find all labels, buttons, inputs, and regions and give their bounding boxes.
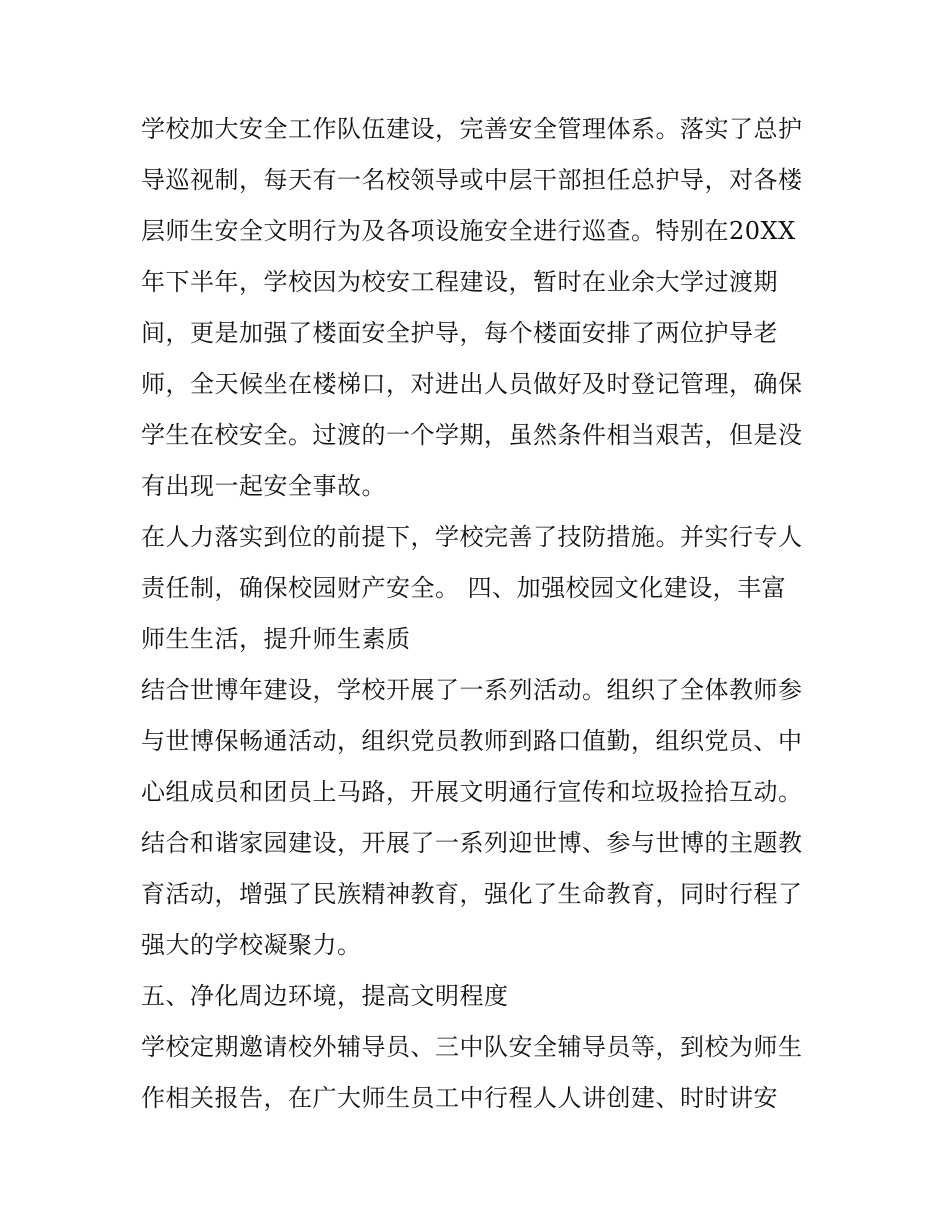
text-line: 结合世博年建设，学校开展了一系列活动。组织了全体教师参 <box>141 676 803 704</box>
text-line: 与世博保畅通活动，组织党员教师到路口值勤，组织党员、中 <box>141 727 803 755</box>
text-line: 学生在校安全。过渡的一个学期，虽然条件相当艰苦，但是没 <box>141 421 803 449</box>
text-line: 结合和谐家园建设，开展了一系列迎世博、参与世博的主题教 <box>141 829 803 857</box>
text-line: 导巡视制，每天有一名校领导或中层干部担任总护导，对各楼 <box>141 166 803 194</box>
text-line: 责任制，确保校园财产安全。 四、加强校园文化建设，丰富 <box>141 574 787 602</box>
text-line: 学校加大安全工作队伍建设，完善安全管理体系。落实了总护 <box>141 115 803 143</box>
text-line: 育活动，增强了民族精神教育，强化了生命教育，同时行程了 <box>141 880 803 908</box>
text-line: 心组成员和团员上马路，开展文明通行宣传和垃圾捡拾互动。 <box>141 778 803 806</box>
document-body <box>141 104 821 1124</box>
text-line: 有出现一起安全事故。 <box>141 472 386 500</box>
text-line: 层师生安全文明行为及各项设施安全进行巡查。特别在20XX <box>141 217 796 245</box>
text-line: 年下半年，学校因为校安工程建设，暂时在业余大学过渡期 <box>141 268 778 296</box>
text-line: 在人力落实到位的前提下，学校完善了技防措施。并实行专人 <box>141 523 803 551</box>
text-line: 五、净化周边环境，提高文明程度 <box>141 982 509 1010</box>
text-line: 间，更是加强了楼面安全护导，每个楼面安排了两位护导老 <box>141 319 778 347</box>
text-line: 强大的学校凝聚力。 <box>141 931 362 959</box>
text-line: 师生生活，提升师生素质 <box>141 625 411 653</box>
text-line: 作相关报告，在广大师生员工中行程人人讲创建、时时讲安 <box>141 1084 778 1112</box>
text-line: 学校定期邀请校外辅导员、三中队安全辅导员等，到校为师生 <box>141 1033 803 1061</box>
text-line: 师，全天候坐在楼梯口，对进出人员做好及时登记管理，确保 <box>141 370 803 398</box>
